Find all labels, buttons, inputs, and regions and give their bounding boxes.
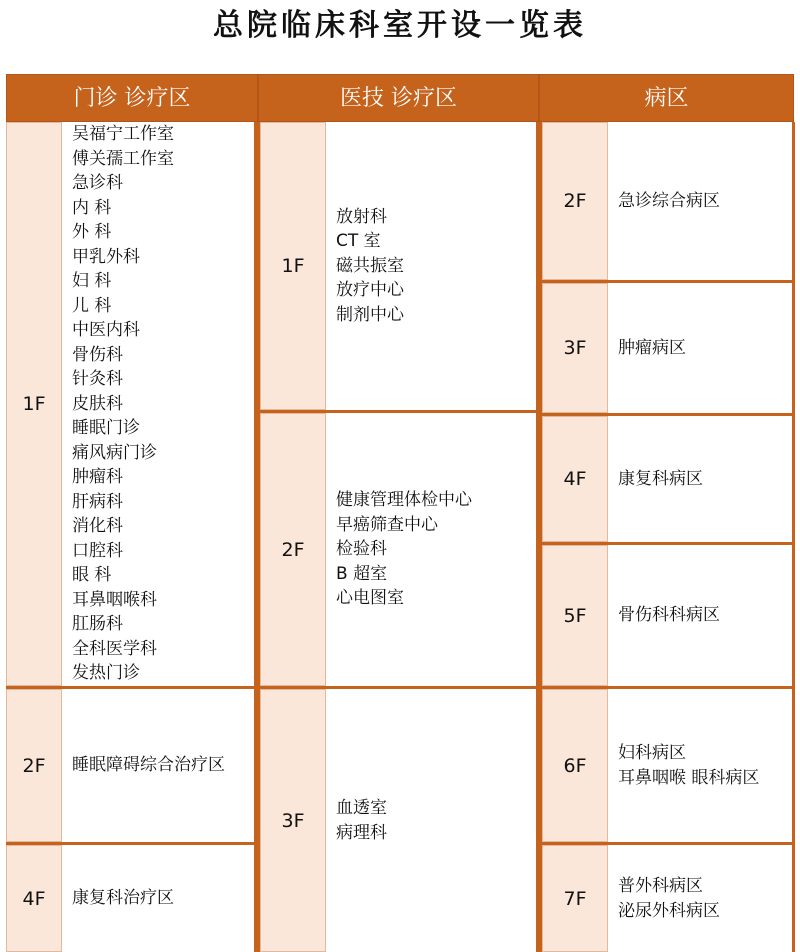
dept-item: 耳鼻咽喉科	[72, 589, 157, 610]
dept-item: 皮肤科	[72, 393, 123, 414]
dept-item: 吴福宁工作室	[72, 124, 174, 145]
outpatient-dept-list	[62, 689, 254, 842]
dept-item: CT 室	[336, 231, 381, 252]
dept-item: 磁共振室	[336, 255, 404, 276]
dept-item: 健康管理体检中心	[336, 490, 472, 511]
dept-item: 内 科	[72, 197, 112, 218]
dept-item: 肝病科	[72, 491, 123, 512]
ward-floor: 3F	[542, 283, 608, 413]
technical-floor: 1F	[260, 122, 326, 410]
dept-item: 肛肠科	[72, 614, 123, 635]
table-right-border	[792, 122, 795, 952]
page-title: 总院临床科室开设一览表	[213, 8, 587, 43]
header-technical: 医技 诊疗区	[258, 74, 539, 122]
technical-floor: 2F	[260, 413, 326, 686]
dept-item: 痛风病门诊	[72, 442, 157, 463]
ward-dept-list	[608, 283, 792, 413]
ward-dept-list	[608, 545, 792, 686]
dept-item: 中医内科	[72, 320, 140, 341]
ward-floor: 5F	[542, 545, 608, 686]
dept-item: 睡眠门诊	[72, 418, 140, 439]
technical-dept-list	[326, 413, 536, 686]
dept-item: 甲乳外科	[72, 246, 140, 267]
dept-item: B 超室	[336, 563, 388, 584]
dept-item: 病理科	[336, 822, 387, 843]
dept-item: 康复科治疗区	[72, 888, 174, 909]
dept-item: 消化科	[72, 516, 123, 537]
ward-floor: 6F	[542, 689, 608, 842]
ward-floor: 4F	[542, 416, 608, 542]
dept-item: 全科医学科	[72, 638, 157, 659]
outpatient-dept-list	[62, 845, 254, 952]
dept-item: 普外科病区	[618, 876, 703, 896]
dept-item: 眼 科	[72, 565, 112, 586]
dept-item: 急诊综合病区	[618, 190, 720, 211]
dept-item: 肿瘤病区	[618, 337, 686, 358]
dept-item: 急诊科	[72, 173, 123, 194]
ward-dept-list	[608, 416, 792, 542]
header-wards: 病区	[539, 74, 794, 122]
dept-item: 外 科	[72, 222, 112, 243]
technical-dept-list	[326, 689, 536, 952]
dept-item: 放疗中心	[336, 280, 404, 301]
dept-item: 儿 科	[72, 295, 112, 316]
dept-item: 骨伤科科病区	[618, 605, 720, 626]
dept-item: 针灸科	[72, 369, 123, 390]
dept-item: 制剂中心	[336, 304, 404, 325]
dept-item: 口腔科	[72, 540, 123, 561]
dept-item: 妇科病区	[618, 743, 686, 763]
technical-floor: 3F	[260, 689, 326, 952]
dept-item: 检验科	[336, 539, 387, 560]
dept-item: 康复科病区	[618, 468, 703, 489]
ward-dept-list	[608, 845, 792, 952]
dept-item: 傅关孺工作室	[72, 148, 174, 169]
outpatient-dept-list	[62, 122, 254, 686]
dept-item: 妇 科	[72, 271, 112, 292]
dept-item: 泌尿外科病区	[618, 900, 720, 921]
ward-dept-list	[608, 122, 792, 280]
technical-dept-list	[326, 122, 536, 410]
dept-item: 早癌筛查中心	[336, 514, 438, 535]
ward-floor: 7F	[542, 845, 608, 952]
dept-item: 放射科	[336, 206, 387, 227]
ward-dept-list	[608, 689, 792, 842]
header-outpatient: 门诊 诊疗区	[6, 74, 258, 122]
dept-item: 骨伤科	[72, 344, 123, 365]
dept-item: 血透室	[336, 798, 387, 818]
ward-floor: 2F	[542, 122, 608, 280]
outpatient-floor: 2F	[6, 689, 62, 842]
dept-item: 睡眠障碍综合治疗区	[72, 755, 225, 776]
dept-item: 耳鼻咽喉 眼科病区	[618, 767, 760, 788]
outpatient-floor: 1F	[6, 122, 62, 686]
outpatient-floor: 4F	[6, 845, 62, 952]
dept-item: 肿瘤科	[72, 467, 123, 488]
dept-item: 发热门诊	[72, 663, 140, 684]
dept-item: 心电图室	[336, 588, 404, 609]
